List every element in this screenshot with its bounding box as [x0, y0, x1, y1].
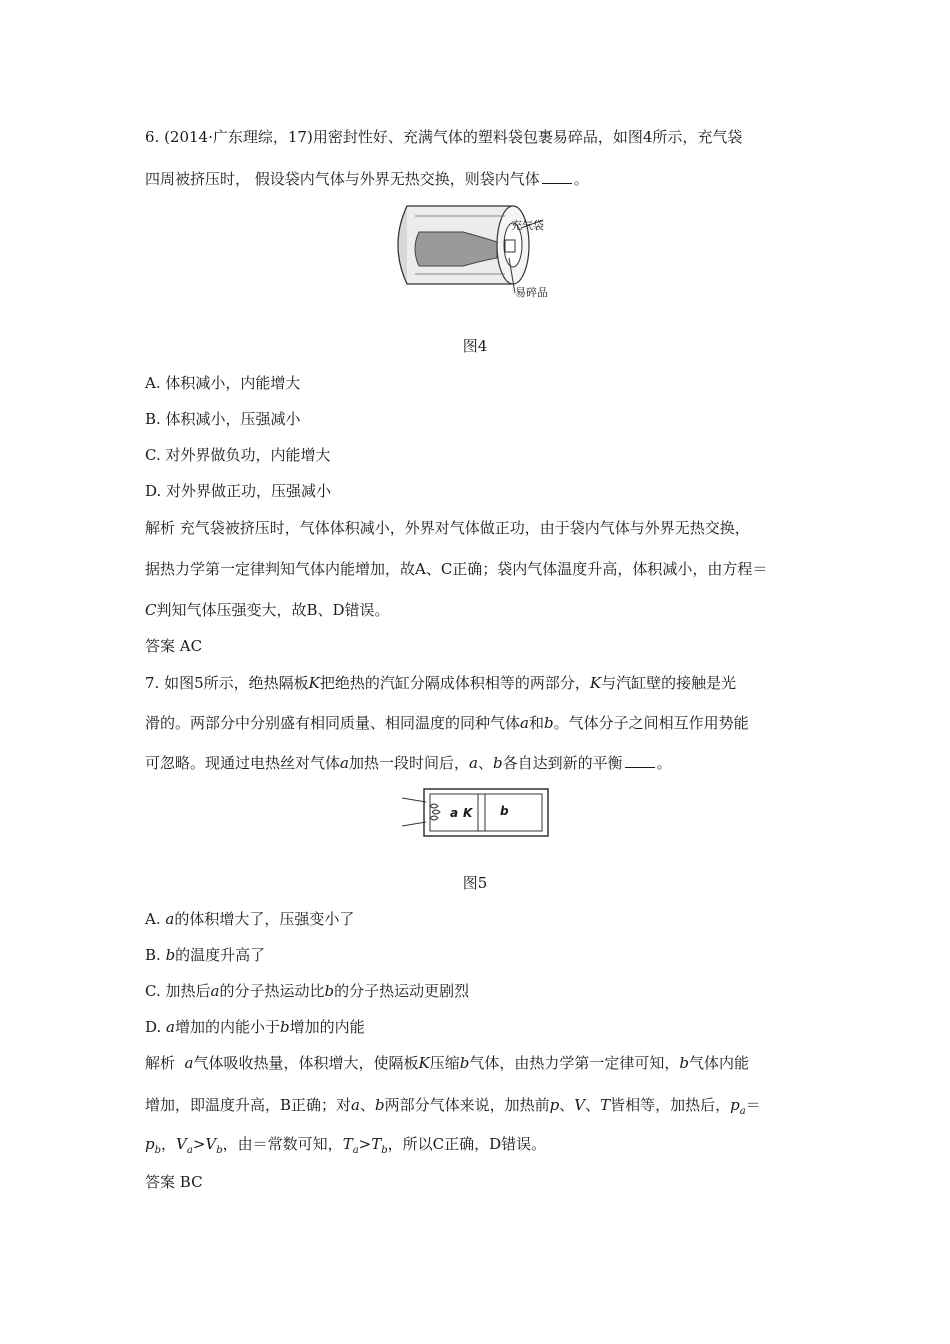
- var-c: C: [145, 601, 157, 619]
- label-gas-b: b: [500, 804, 509, 818]
- q7-analysis-line3: $p_b$，$V_a>V_b$，由＝常数可知，$T_a>T_b$，所以C正确，D错误。: [145, 1135, 547, 1156]
- label-fragile-item: 易碎品: [515, 286, 548, 299]
- q6-option-d: D. 对外界做正功，压强减小: [145, 482, 332, 500]
- figure-4-caption: 图4: [462, 337, 488, 355]
- answer-blank: [625, 753, 655, 768]
- q7-option-b: B. b的温度升高了: [145, 946, 266, 964]
- figure-5-caption: 图5: [462, 874, 488, 892]
- q7-stem-line2: 滑的。两部分中分别盛有相同质量、相同温度的同种气体a和b。气体分子之间相互作用势能: [145, 714, 749, 732]
- q7-option-d: D. a增加的内能小于b增加的内能: [145, 1018, 365, 1036]
- label-partition-k: K: [463, 806, 473, 820]
- q6-stem-end: 。: [573, 170, 589, 188]
- figure-4-inflatable-bag: [385, 198, 570, 318]
- q6-analysis-line1: 解析 充气袋被挤压时，气体体积减小，外界对气体做正功，由于袋内气体与外界无热交换，: [145, 519, 750, 537]
- q6-option-c: C. 对外界做负功，内能增大: [145, 446, 331, 464]
- q7-answer: 答案 BC: [145, 1173, 203, 1191]
- q6-stem-line1: 6. (2014·广东理综，17)用密封性好、充满气体的塑料袋包裹易碎品，如图4所示，充气袋: [145, 128, 743, 146]
- label-inflatable-bag: 充气袋: [511, 219, 544, 232]
- q6-answer: 答案 AC: [145, 637, 203, 655]
- q6-analysis-line3: C判知气体压强变大，故B、D错误。: [145, 601, 390, 619]
- q7-option-c: C. 加热后a的分子热运动比b的分子热运动更剧烈: [145, 982, 470, 1000]
- q6-stem-line2: [145, 169, 589, 189]
- q6-analysis-line2: 据热力学第一定律判知气体内能增加，故A、C正确；袋内气体温度升高，体积减小，由方程＝: [145, 560, 768, 578]
- answer-blank: [542, 169, 572, 184]
- q6-option-a: A. 体积减小，内能增大: [145, 374, 301, 392]
- q7-stem-line1: 7. 如图5所示，绝热隔板K把绝热的汽缸分隔成体积相等的两部分，K与汽缸壁的接触是光: [145, 674, 737, 692]
- q6-stem-text: 四周被挤压时， 假设袋内气体与外界无热交换，则袋内气体: [145, 170, 540, 188]
- q7-analysis-line1: 解析 a气体吸收热量，体积增大，使隔板K压缩b气体，由热力学第一定律可知，b气体内能: [145, 1054, 749, 1072]
- q6-option-b: B. 体积减小，压强减小: [145, 410, 301, 428]
- q7-option-a: A. a的体积增大了，压强变小了: [145, 910, 355, 928]
- figure-5-cylinder: [398, 786, 558, 842]
- q7-stem-line3: 可忽略。现通过电热丝对气体a加热一段时间后，a、b各自达到新的平衡 。: [145, 754, 672, 772]
- q7-analysis-line2: 增加，即温度升高，B正确；对a、b两部分气体来说，加热前p、V、T皆相等，加热后，$p_a=$: [145, 1096, 761, 1117]
- label-gas-a: a: [450, 806, 459, 820]
